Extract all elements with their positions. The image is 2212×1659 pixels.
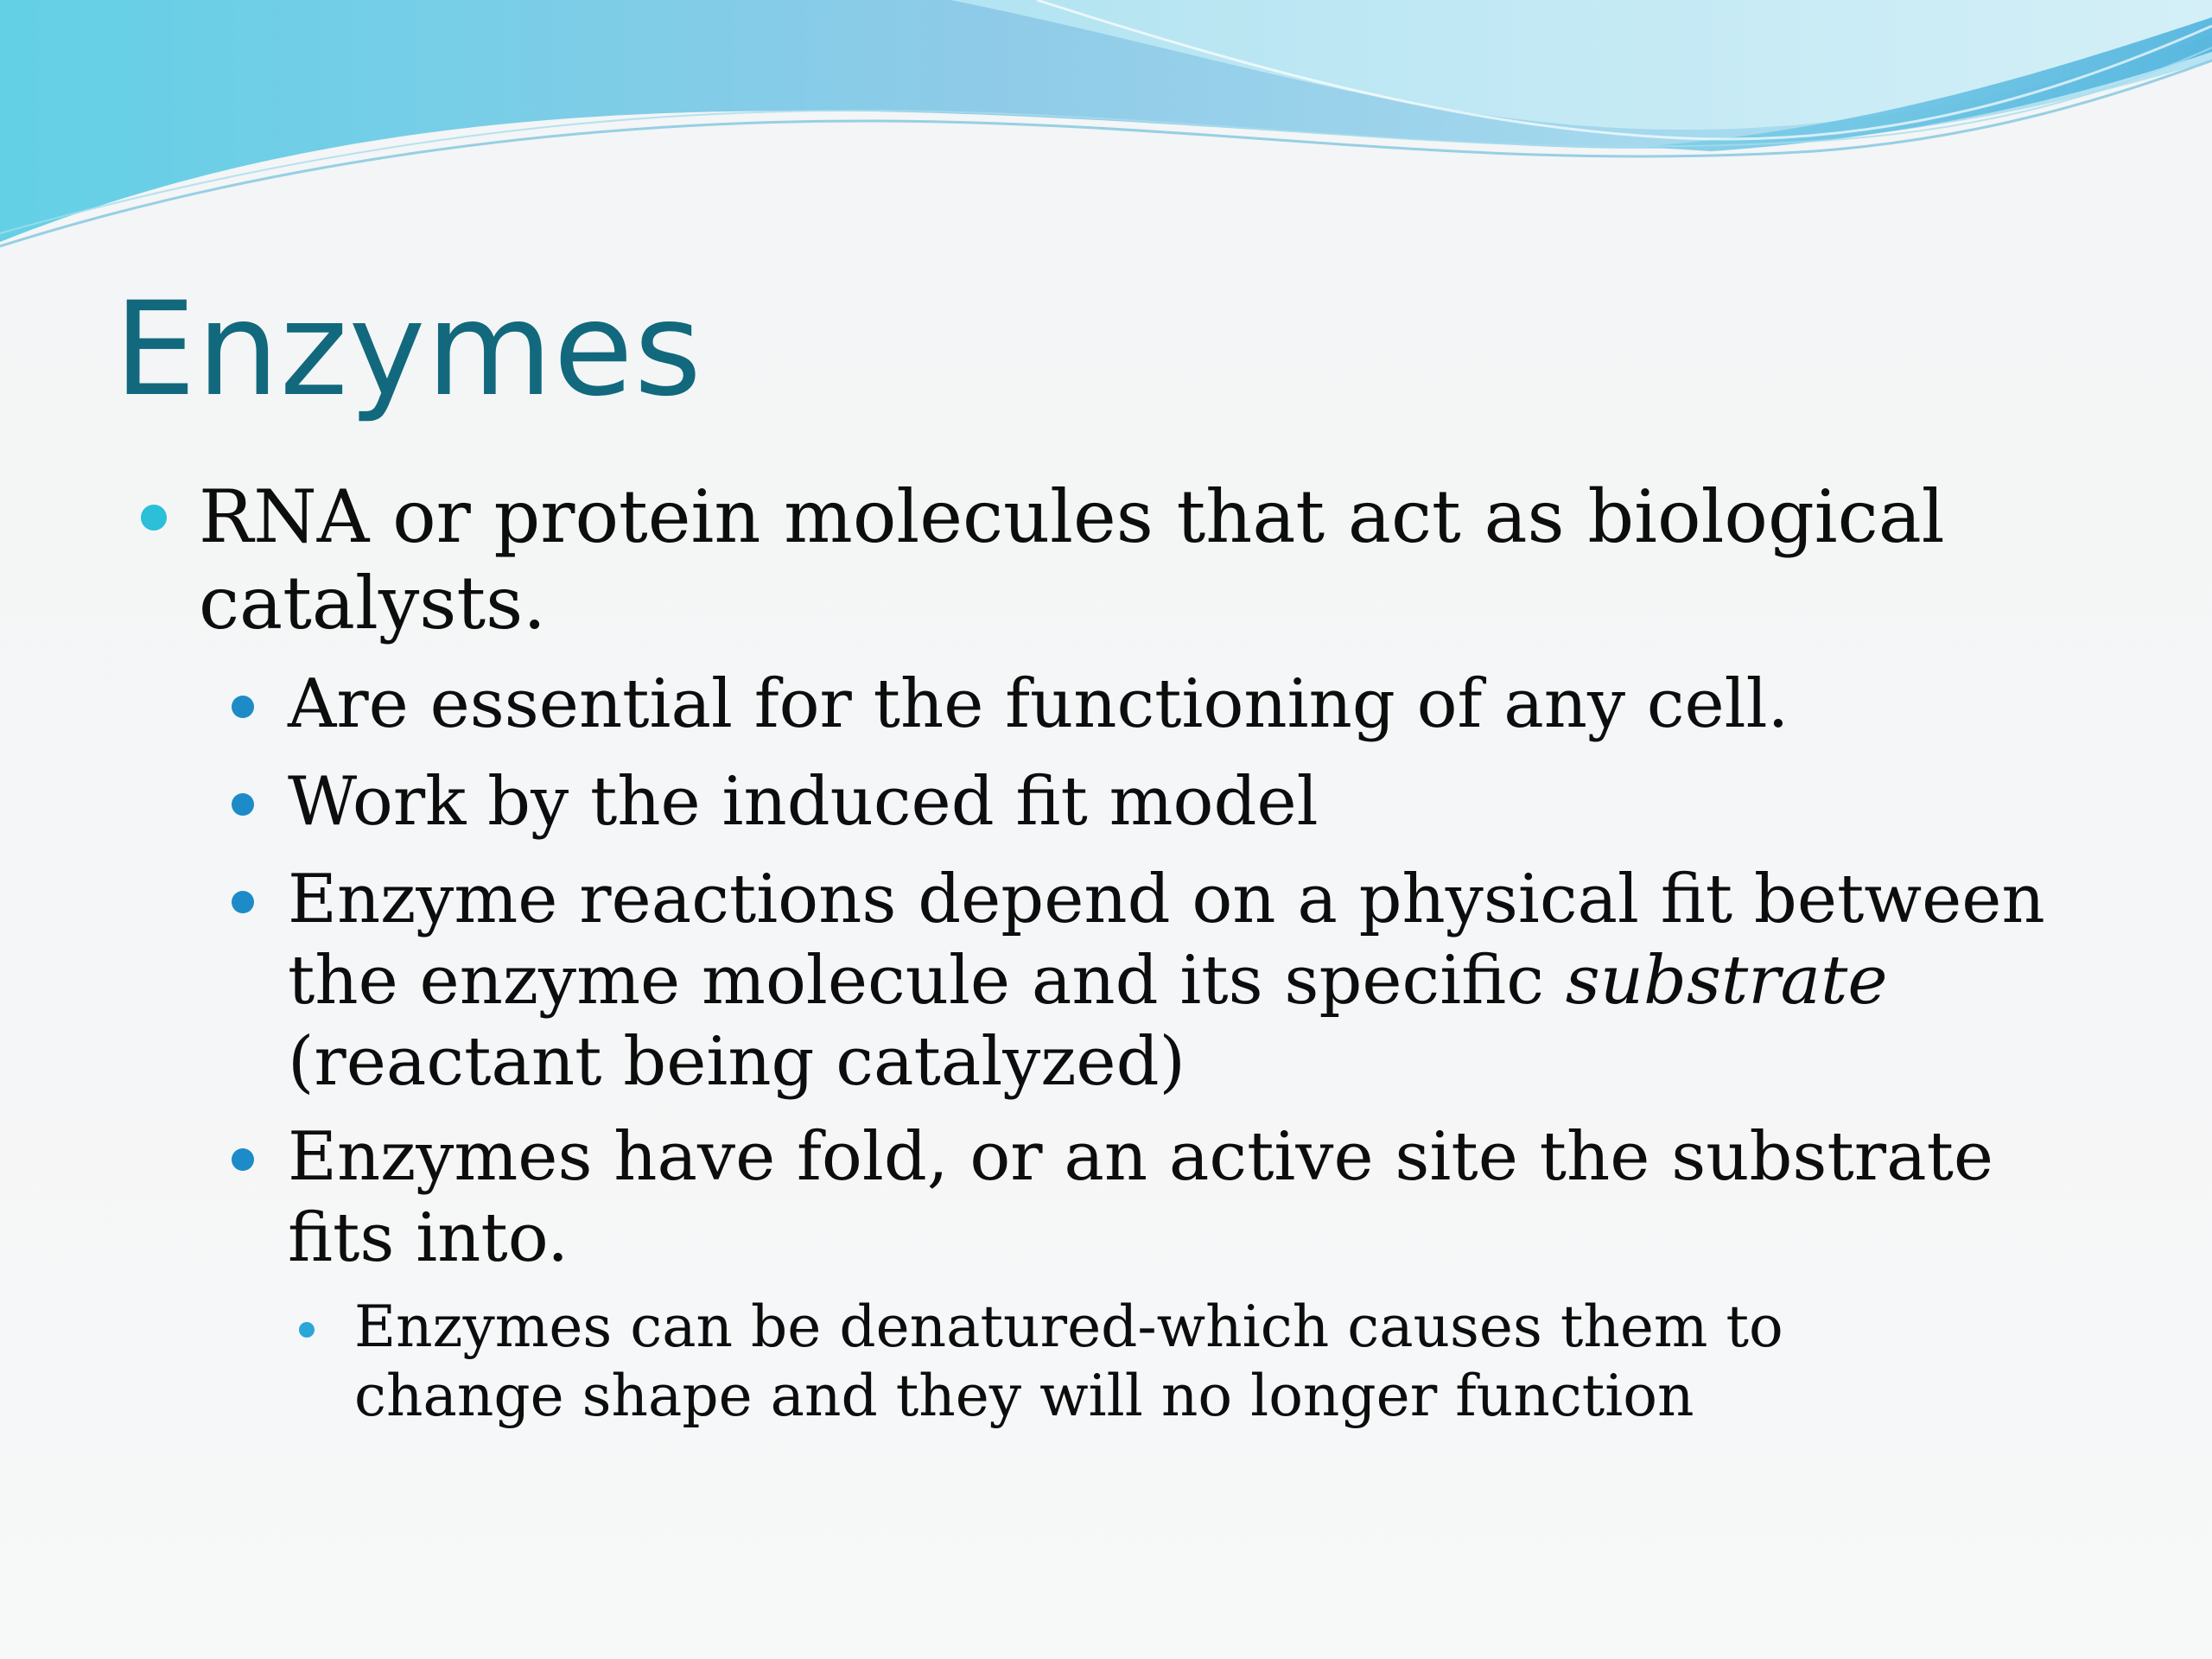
bullet-text-part: (reactant being catalyzed) — [288, 1023, 1185, 1101]
bullet-dot-icon — [232, 891, 254, 913]
slide-title: Enzymes — [114, 275, 702, 425]
bullet-dot-icon — [299, 1322, 315, 1338]
bullet-dot-icon — [232, 793, 254, 816]
bullet-dot-icon — [141, 505, 167, 531]
bullet-level3-text: Enzymes can be denatured-which causes them to change shape and they will no longer function — [354, 1294, 1783, 1429]
bullet-level2-text: Enzymes have fold, or an active site the substrate fits into. — [288, 1118, 1994, 1277]
bullet-dot-icon — [232, 696, 254, 718]
bullet-level1-text: RNA or protein molecules that act as biological catalysts. — [199, 474, 1945, 645]
bullet-text-part: Enzyme reactions depend on a physical fit between the enzyme molecule and its specific — [288, 861, 2045, 1020]
bullet-level2-text — [288, 859, 2085, 1103]
substrate-emphasis: substrate — [1565, 942, 1888, 1020]
bullet-level2-text: Are essential for the functioning of any cell. — [288, 665, 1789, 743]
bullet-dot-icon — [232, 1148, 254, 1171]
bullet-level2-text: Work by the induced fit model — [288, 763, 1319, 841]
